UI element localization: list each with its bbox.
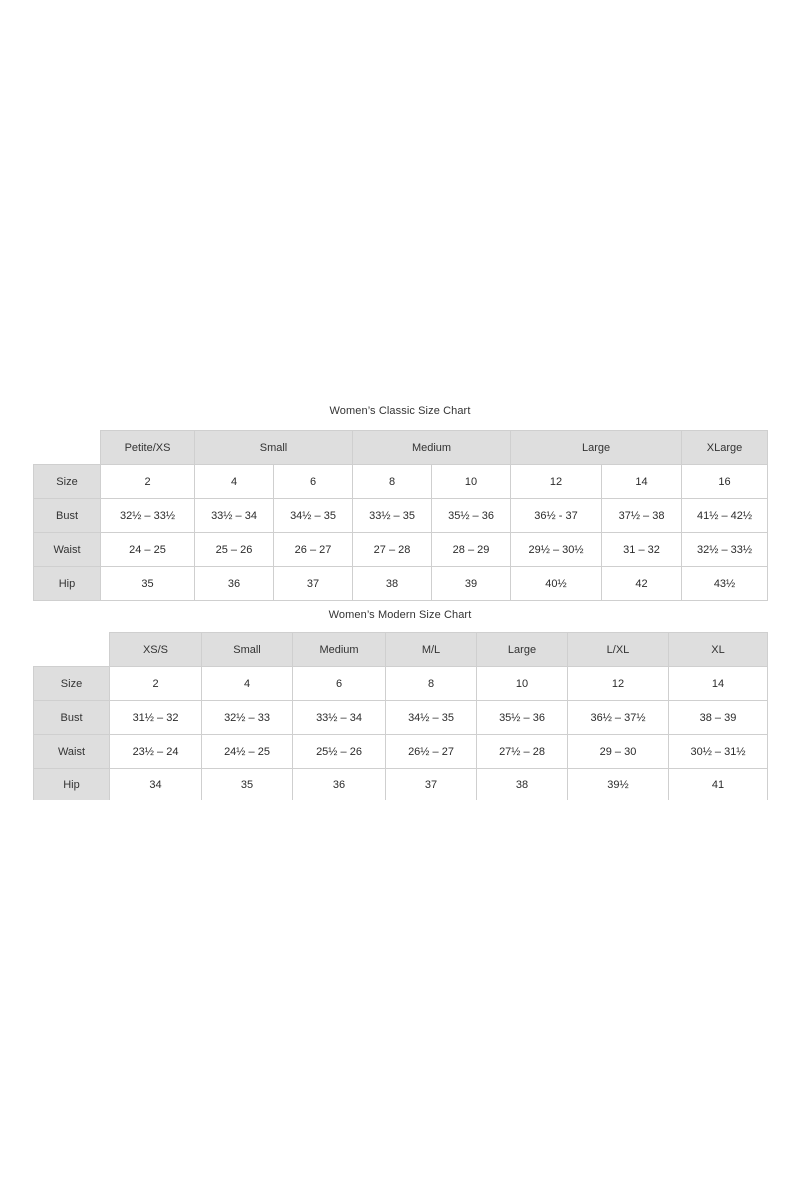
table-cell: 31½ – 32 [110, 701, 202, 735]
table-cell: 16 [682, 465, 768, 499]
group-header-xs-s: XS/S [110, 633, 202, 667]
table-cell: 36½ - 37 [511, 499, 602, 533]
table-cell: 40½ [511, 567, 602, 601]
table-cell: 33½ – 34 [293, 701, 386, 735]
table-cell: 32½ – 33½ [101, 499, 195, 533]
group-header-petite-xs: Petite/XS [101, 431, 195, 465]
row-label-waist: Waist [34, 533, 101, 567]
table-cell: 25½ – 26 [293, 735, 386, 769]
table-cell: 10 [432, 465, 511, 499]
classic-bust-row [34, 499, 768, 533]
table-cell: 42 [602, 567, 682, 601]
group-header-medium: Medium [293, 633, 386, 667]
table-cell: 41½ – 42½ [682, 499, 768, 533]
table-cell: 41 [669, 769, 768, 801]
group-header-xl: XL [669, 633, 768, 667]
table-cell: 43½ [682, 567, 768, 601]
table-cell: 37 [386, 769, 477, 801]
table-cell: 35 [101, 567, 195, 601]
table-cell: 8 [353, 465, 432, 499]
table-cell: 36 [195, 567, 274, 601]
table-cell: 34 [110, 769, 202, 801]
classic-hip-row [34, 567, 768, 601]
table-cell: 23½ – 24 [110, 735, 202, 769]
modern-size-table [33, 632, 768, 800]
modern-waist-row [34, 735, 768, 769]
modern-group-header-row [34, 633, 768, 667]
table-cell: 39½ [568, 769, 669, 801]
table-cell: 26 – 27 [274, 533, 353, 567]
modern-bust-row [34, 701, 768, 735]
table-cell: 12 [568, 667, 669, 701]
table-cell: 37½ – 38 [602, 499, 682, 533]
row-label-hip: Hip [34, 567, 101, 601]
row-label-bust: Bust [34, 499, 101, 533]
table-cell: 33½ – 35 [353, 499, 432, 533]
table-cell: 12 [511, 465, 602, 499]
table-cell: 2 [110, 667, 202, 701]
table-cell: 32½ – 33½ [682, 533, 768, 567]
row-label-size: Size [34, 465, 101, 499]
table-cell: 14 [669, 667, 768, 701]
table-cell: 35½ – 36 [477, 701, 568, 735]
modern-hip-row [34, 769, 768, 801]
group-header-large: Large [511, 431, 682, 465]
table-cell: 35 [202, 769, 293, 801]
table-cell: 27½ – 28 [477, 735, 568, 769]
table-cell: 25 – 26 [195, 533, 274, 567]
row-label-hip: Hip [34, 769, 110, 801]
table-cell: 32½ – 33 [202, 701, 293, 735]
table-cell: 29½ – 30½ [511, 533, 602, 567]
classic-chart-title: Women’s Classic Size Chart [329, 405, 471, 417]
group-header-medium: Medium [353, 431, 511, 465]
table-cell: 28 – 29 [432, 533, 511, 567]
table-cell: 26½ – 27 [386, 735, 477, 769]
table-cell: 33½ – 34 [195, 499, 274, 533]
table-cell: 35½ – 36 [432, 499, 511, 533]
table-cell: 36½ – 37½ [568, 701, 669, 735]
table-cell: 6 [293, 667, 386, 701]
classic-size-table [33, 430, 768, 601]
table-cell: 38 [477, 769, 568, 801]
modern-chart-title: Women’s Modern Size Chart [328, 609, 472, 621]
group-header-large: Large [477, 633, 568, 667]
group-header-l-xl: L/XL [568, 633, 669, 667]
table-cell: 24 – 25 [101, 533, 195, 567]
row-label-size: Size [34, 667, 110, 701]
table-cell: 14 [602, 465, 682, 499]
table-cell: 37 [274, 567, 353, 601]
table-cell: 6 [274, 465, 353, 499]
row-label-waist: Waist [34, 735, 110, 769]
table-cell: 39 [432, 567, 511, 601]
table-cell: 27 – 28 [353, 533, 432, 567]
table-cell: 4 [202, 667, 293, 701]
table-cell: 38 – 39 [669, 701, 768, 735]
group-header-m-l: M/L [386, 633, 477, 667]
table-cell: 8 [386, 667, 477, 701]
modern-size-row [34, 667, 768, 701]
row-label-bust: Bust [34, 701, 110, 735]
table-cell: 34½ – 35 [386, 701, 477, 735]
classic-size-row [34, 465, 768, 499]
table-cell: 30½ – 31½ [669, 735, 768, 769]
table-cell: 38 [353, 567, 432, 601]
table-cell: 10 [477, 667, 568, 701]
table-cell: 36 [293, 769, 386, 801]
classic-group-header-row [34, 431, 768, 465]
group-header-small: Small [202, 633, 293, 667]
table-corner [34, 633, 110, 667]
table-cell: 31 – 32 [602, 533, 682, 567]
table-cell: 24½ – 25 [202, 735, 293, 769]
table-cell: 29 – 30 [568, 735, 669, 769]
table-cell: 2 [101, 465, 195, 499]
group-header-small: Small [195, 431, 353, 465]
table-cell: 4 [195, 465, 274, 499]
classic-waist-row [34, 533, 768, 567]
table-cell: 34½ – 35 [274, 499, 353, 533]
table-corner [34, 431, 101, 465]
group-header-xlarge: XLarge [682, 431, 768, 465]
